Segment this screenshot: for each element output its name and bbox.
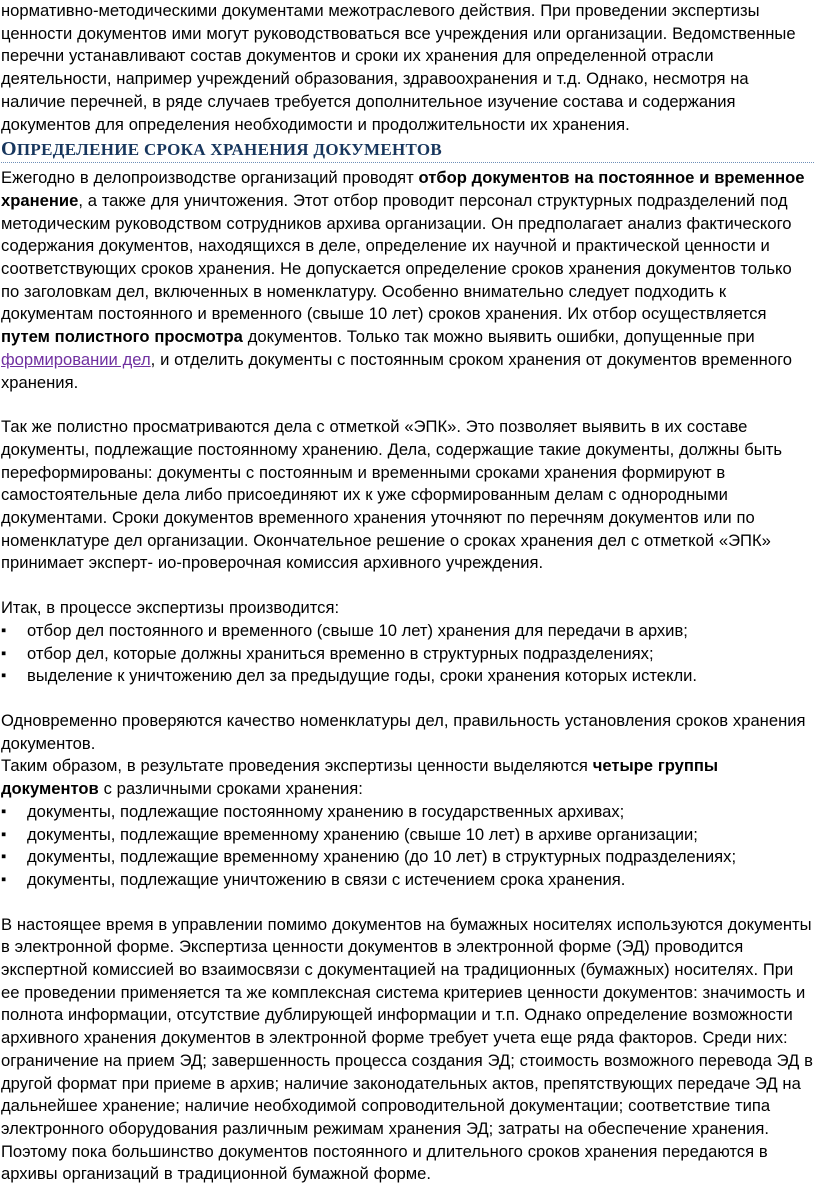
bullet-icon: ▪ — [1, 825, 7, 843]
list-item-text: документы, подлежащие уничтожению в связи с истечением срока хранения. — [27, 869, 626, 889]
list-item — [1, 846, 814, 869]
section-heading — [1, 138, 814, 163]
expertise-intro: Итак, в процессе экспертизы производится: — [1, 598, 340, 618]
text-run: с различными сроками хранения: — [98, 779, 363, 799]
bullet-icon: ▪ — [1, 644, 7, 662]
text-run: Таким образом, в результате проведения экспертизы ценности выделяются — [1, 756, 593, 776]
bullet-icon: ▪ — [1, 621, 7, 639]
bold-run: четыре группы документов — [1, 756, 719, 799]
list-item — [1, 665, 814, 688]
case-formation-link[interactable]: формировании дел — [1, 349, 151, 369]
paragraph-spacer — [1, 892, 814, 914]
list-item-text: документы, подлежащие постоянному хранению в государственных архивах; — [27, 801, 625, 821]
paragraph-spacer — [1, 688, 814, 710]
list-item-text: документы, подлежащие временному хранению (до 10 лет) в структурных подразделениях; — [27, 847, 737, 867]
list-item — [1, 801, 814, 824]
list-item-text: выделение к уничтожению дел за предыдущие годы, сроки хранения которых истекли. — [27, 666, 698, 686]
intro-paragraph: нормативно-методическими документами межотраслевого действия. При проведении экспертизы ценности документов ими могут руководствоваться все учреждения или организации. Ведомственные перечни устанавливают состав документов и сроки их хранения для определенной отрасли деятельности, например учреждений образования, здравоохранения и т.д. Однако, несмотря на наличие перечней, в ряде случаев требуется дополнительное изучение состава и содержания документов для определения необходимости и продолжительности их хранения. — [1, 1, 796, 134]
bullet-icon: ▪ — [1, 870, 7, 888]
bullet-icon: ▪ — [1, 802, 7, 820]
list-item — [1, 620, 814, 643]
text-run: Ежегодно в делопроизводстве организаций проводят — [1, 168, 419, 188]
expertise-list — [1, 620, 814, 688]
epk-paragraph: Так же полистно просматриваются дела с отметкой «ЭПК». Это позволяет выявить в их составе документы, подлежащие постоянному хранению. Дела, содержащие такие документы, должны быть переформированы: документы с постоянным и временными сроками хранения формируют в самостоятельные дела либо присоединяют их к уже сформированным делам с однородными документами. Сроки документов временного хранения уточняют по перечням документов или по номенклатуре дел организации. Окончательное решение о сроках хранения дел с отметкой «ЭПК» принимает эксперт- ио-проверочная комиссия архивного учреждения. — [1, 417, 782, 573]
bullet-icon: ▪ — [1, 667, 7, 685]
list-item — [1, 869, 814, 892]
paragraph-spacer — [1, 575, 814, 597]
list-item — [1, 824, 814, 847]
text-run: , и отделить документы с постоянным сроком хранения от документов временного хранения. — [1, 349, 792, 392]
text-run: документов. Только так можно выявить ошибки, допущенные при — [242, 327, 755, 347]
selection-paragraph — [1, 167, 814, 394]
groups-paragraph — [1, 755, 814, 800]
heading-initial: О — [1, 138, 17, 161]
bold-run: отбор документов на постоянное и временное хранение — [1, 168, 805, 210]
heading-rest: ПРЕДЕЛЕНИЕ СРОКА ХРАНЕНИЯ ДОКУМЕНТОВ — [16, 140, 443, 160]
electronic-documents-paragraph: В настоящее время в управлении помимо документов на бумажных носителях используются документы в электронной форме. Экспертиза ценности документов в электронной форме (ЭД) проводится экспертной комиссией во взаимосвязи с документацией на традиционных (бумажных) носителях. При ее проведении применяется та же комплексная система критериев ценности документов: значимость и полнота информации, отсутствие дублирующей информации и т.п. Однако определение возможности архивного хранения документов в электронной форме требует учета еще ряда факторов. Среди них: ограничение на прием ЭД; завершенность процесса создания ЭД; стоимость возможного перевода ЭД в другой формат при приеме в архив; наличие законодательных актов, препятствующих передаче ЭД на дальнейшее хранение; наличие необходимой сопроводительной документации; соответствие типа электронного оборудования различным режимам хранения ЭД; затраты на обеспечение хранения. Поэтому пока большинство документов постоянного и длительного сроков хранения передаются в архивы организаций в традиционной бумажной форме. — [1, 914, 813, 1184]
quality-check-paragraph: Одновременно проверяются качество номенклатуры дел, правильность установления сроков хранения документов. — [1, 710, 806, 753]
bold-run: путем полистного просмотра — [1, 327, 243, 347]
list-item — [1, 643, 814, 666]
text-run: , а также для уничтожения. Этот отбор проводит персонал структурных подразделений под методическим руководством сотрудников архива организации. Он предполагает анализ фактического содержания документов, находящихся в деле, определение их научной и практической ценности и соответствующих сроков хранения. Не допускается определение сроков хранения документов только по заголовкам дел, включенных в номенклатуру. Особенно внимательно следует подходить к документам постоянного и временного (свыше 10 лет) сроков хранения. Их отбор осуществляется — [1, 190, 792, 324]
list-item-text: отбор дел постоянного и временного (свыше 10 лет) хранения для передачи в архив; — [27, 620, 688, 640]
list-item-text: отбор дел, которые должны храниться временно в структурных подразделениях; — [27, 643, 654, 663]
list-item-text: документы, подлежащие временному хранению (свыше 10 лет) в архиве организации; — [27, 824, 698, 844]
document-groups-list — [1, 801, 814, 892]
bullet-icon: ▪ — [1, 848, 7, 866]
paragraph-spacer — [1, 394, 814, 416]
